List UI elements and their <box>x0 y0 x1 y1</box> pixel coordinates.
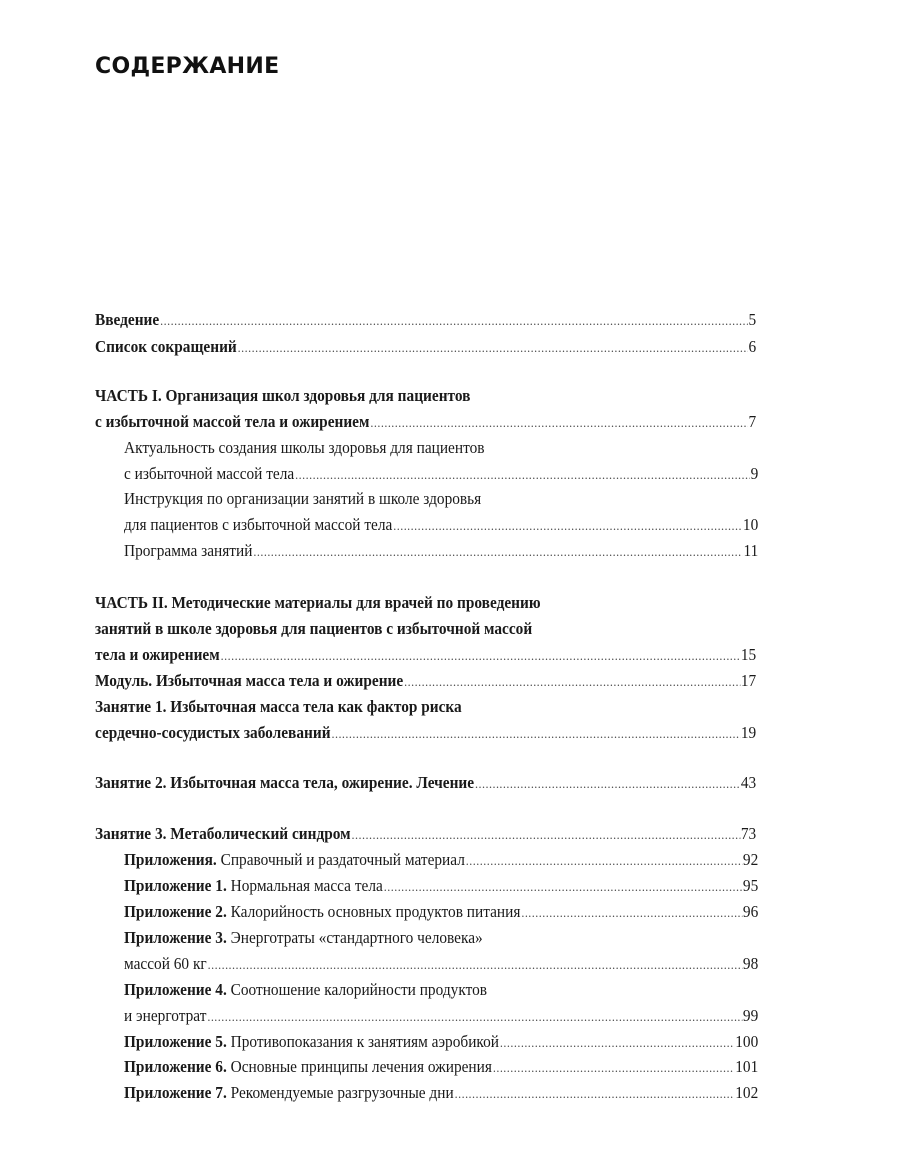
toc-page-number: 19 <box>740 723 757 742</box>
toc-entry-appendix-3-cont[interactable] <box>124 952 758 976</box>
toc-entry-text: Основные принципы лечения ожирения <box>226 1057 492 1076</box>
toc-entry-title: Занятие 3. Метаболический синдром <box>95 824 351 843</box>
toc-entry-appendix-3[interactable] <box>124 926 758 950</box>
leader-dots <box>475 772 740 796</box>
toc-entry-title: для пациентов с избыточной массой тела <box>124 515 393 534</box>
leader-dots <box>500 1031 734 1055</box>
toc-entry-title: занятий в школе здоровья для пациентов с избыточной массой <box>95 619 533 638</box>
toc-entry-text: Противопоказания к занятиям аэробикой <box>226 1032 499 1051</box>
toc-page-number: 101 <box>735 1057 759 1076</box>
toc-entry-program[interactable] <box>124 539 758 563</box>
toc-entry-part-2-cont[interactable] <box>95 617 756 641</box>
toc-entry-text: Калорийность основных продуктов питания <box>226 902 521 921</box>
toc-page-number: 99 <box>742 1006 759 1025</box>
leader-dots <box>384 875 742 899</box>
leader-dots <box>208 953 742 977</box>
toc-page-number: 95 <box>742 876 759 895</box>
leader-dots <box>370 411 747 435</box>
toc-entry-label: Приложения. <box>124 850 217 869</box>
toc-entry-appendix-4-cont[interactable] <box>124 1004 758 1028</box>
toc-entry-label: Приложение 5. <box>124 1032 227 1051</box>
leader-dots <box>238 336 748 360</box>
toc-entry-label: Приложение 2. <box>124 902 227 921</box>
toc-entry-appendices[interactable] <box>124 848 758 872</box>
toc-entry-title <box>124 1081 454 1105</box>
leader-dots <box>455 1082 735 1106</box>
toc-entry-title: с избыточной массой тела и ожирением <box>95 412 370 431</box>
toc-page-number: 11 <box>743 541 759 560</box>
toc-entry-text: Нормальная масса тела <box>226 876 383 895</box>
toc-entry-title: Актуальность создания школы здоровья для пациентов <box>124 438 485 457</box>
leader-dots <box>221 644 740 668</box>
page-title: СОДЕРЖАНИЕ <box>95 54 280 79</box>
toc-entry-instruction[interactable] <box>124 487 758 511</box>
toc-entry-title <box>124 874 383 898</box>
leader-dots <box>521 901 742 925</box>
toc-entry-appendix-5[interactable] <box>124 1030 758 1054</box>
toc-page-number: 102 <box>735 1083 759 1102</box>
toc-entry-abbreviations[interactable] <box>95 335 756 359</box>
toc-entry-title <box>124 848 465 872</box>
toc-entry-relevance-cont[interactable] <box>124 462 758 486</box>
toc-entry-title: и энерготрат <box>124 1006 207 1025</box>
leader-dots <box>404 670 740 694</box>
toc-entry-lesson-3[interactable] <box>95 822 756 846</box>
toc-entry-title: сердечно-сосудистых заболеваний <box>95 723 331 742</box>
toc-entry-part-2[interactable] <box>95 591 756 615</box>
toc-entry-label: Приложение 7. <box>124 1083 227 1102</box>
toc-page-number: 98 <box>742 954 759 973</box>
toc-entry-title: Занятие 1. Избыточная масса тела как фактор риска <box>95 697 462 716</box>
leader-dots <box>331 722 739 746</box>
toc-entry-title: ЧАСТЬ I. Организация школ здоровья для пациентов <box>95 386 471 405</box>
toc-entry-label: Приложение 1. <box>124 876 227 895</box>
toc-entry-title: Программа занятий <box>124 541 253 560</box>
toc-entry-text: Рекомендуемые разгрузочные дни <box>226 1083 454 1102</box>
toc-entry-title: Модуль. Избыточная масса тела и ожирение <box>95 671 404 690</box>
leader-dots <box>352 823 740 847</box>
toc-page-number: 15 <box>740 645 757 664</box>
toc-entry-part-1[interactable] <box>95 384 756 408</box>
toc-page-number: 9 <box>750 464 759 483</box>
toc-entry-appendix-7[interactable] <box>124 1081 758 1105</box>
toc-entry-title: с избыточной массой тела <box>124 464 295 483</box>
toc-entry-part-2-end[interactable] <box>95 643 756 667</box>
toc-page-number: 7 <box>748 412 757 431</box>
toc-entry-module[interactable] <box>95 669 756 693</box>
toc-entry-appendix-6[interactable] <box>124 1055 758 1079</box>
toc-entry-appendix-4[interactable] <box>124 978 758 1002</box>
toc-entry-appendix-2[interactable] <box>124 900 758 924</box>
toc-entry-title: Список сокращений <box>95 337 237 356</box>
toc-page-number: 96 <box>742 902 759 921</box>
toc-entry-instruction-cont[interactable] <box>124 513 758 537</box>
toc-page-number: 43 <box>740 773 757 792</box>
leader-dots <box>466 849 742 873</box>
toc-page-number: 5 <box>748 310 757 329</box>
toc-entry-title <box>124 900 520 924</box>
leader-dots <box>160 309 747 333</box>
toc-page-number: 10 <box>742 515 759 534</box>
leader-dots <box>295 463 750 487</box>
toc-entry-part-1-cont[interactable] <box>95 410 756 434</box>
toc-entry-title <box>124 1055 492 1079</box>
leader-dots <box>253 540 742 564</box>
toc-entry-text: Соотношение калорийности продуктов <box>226 980 488 999</box>
toc-entry-label: Приложение 6. <box>124 1057 227 1076</box>
toc-entry-title: массой 60 кг <box>124 954 207 973</box>
toc-entry-lesson-2[interactable] <box>95 771 756 795</box>
toc-entry-appendix-1[interactable] <box>124 874 758 898</box>
toc-page-number: 17 <box>740 671 757 690</box>
toc-entry-title: Занятие 2. Избыточная масса тела, ожирение. Лечение <box>95 773 475 792</box>
toc-entry-title <box>124 978 487 1002</box>
toc-entry-label: Приложение 3. <box>124 928 227 947</box>
toc-page-number: 100 <box>735 1032 759 1051</box>
toc-entry-title <box>124 926 483 950</box>
toc-entry-title: ЧАСТЬ II. Методические материалы для врачей по проведению <box>95 593 541 612</box>
toc-entry-lesson-1[interactable] <box>95 695 756 719</box>
leader-dots <box>393 514 742 538</box>
toc-entry-title: Введение <box>95 310 160 329</box>
leader-dots <box>493 1056 734 1080</box>
toc-page-number: 92 <box>742 850 759 869</box>
toc-entry-relevance[interactable] <box>124 436 758 460</box>
toc-entry-label: Приложение 4. <box>124 980 227 999</box>
toc-entry-text: Справочный и раздаточный материал <box>216 850 465 869</box>
toc-entry-title <box>124 1030 499 1054</box>
toc-entry-title: тела и ожирением <box>95 645 220 664</box>
toc-page-number: 73 <box>740 824 757 843</box>
toc-entry-text: Энерготраты «стандартного человека» <box>226 928 483 947</box>
toc-entry-lesson-1-cont[interactable] <box>95 721 756 745</box>
toc-entry-title: Инструкция по организации занятий в школе здоровья <box>124 489 482 508</box>
leader-dots <box>207 1005 742 1029</box>
toc-page-number: 6 <box>748 337 757 356</box>
toc-entry-introduction[interactable] <box>95 308 756 332</box>
